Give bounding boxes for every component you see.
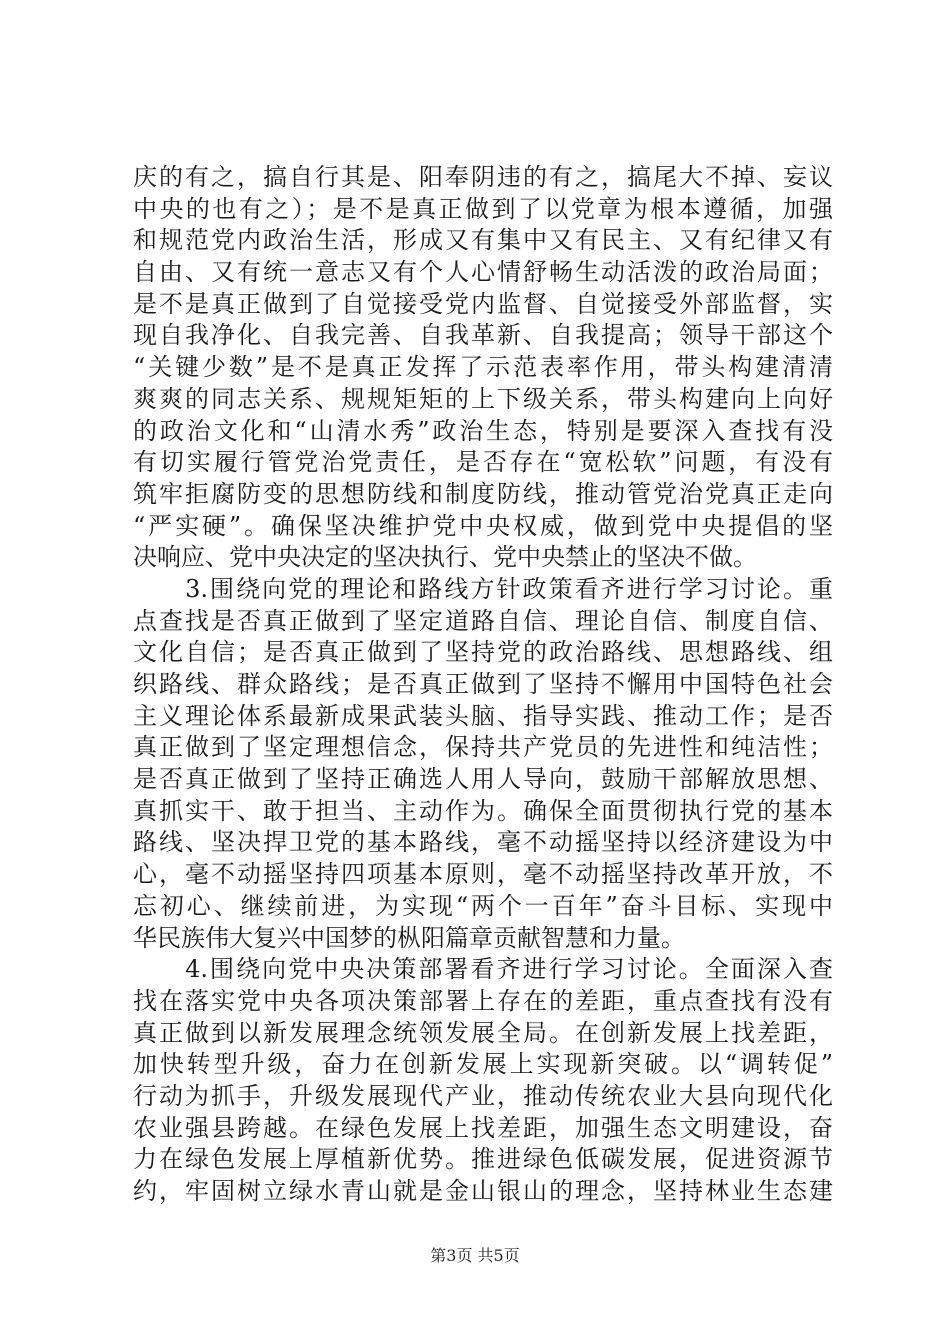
body-text	[133, 162, 833, 1208]
text-line: 中央的也有之）；是不是真正做到了以党章为根本遵循，加强	[133, 194, 833, 223]
text-line: 真正做到以新发展理念统领发展全局。在创新发展上找差距，	[133, 1018, 833, 1047]
text-line: 华民族伟大复兴中国梦的枞阳篇章贡献智慧和力量。	[133, 923, 685, 952]
text-line: 行动为抓手，升级发展现代产业，推动传统农业大县向现代化	[133, 1081, 833, 1110]
text-line: 约，牢固树立绿水青山就是金山银山的理念，坚持林业生态建	[133, 1177, 833, 1205]
text-line: 有切实履行管党治党责任，是否存在“宽松软”问题，有没有	[133, 448, 833, 477]
text-line: 力在绿色发展上厚植新优势。推进绿色低碳发展，促进资源节	[133, 1145, 833, 1174]
text-line: 4.围绕向党中央决策部署看齐进行学习讨论。全面深入查	[133, 955, 833, 984]
text-line: 现自我净化、自我完善、自我革新、自我提高；领导干部这个	[133, 321, 833, 350]
text-line: 文化自信；是否真正做到了坚持党的政治路线、思想路线、组	[133, 638, 833, 667]
text-line: 找在落实党中央各项决策部署上存在的差距，重点查找有没有	[133, 986, 833, 1015]
text-line: 路线、坚决捍卫党的基本路线，毫不动摇坚持以经济建设为中	[133, 828, 833, 857]
text-line: 真正做到了坚定理想信念，保持共产党员的先进性和纯洁性；	[133, 733, 833, 762]
text-line: 织路线、群众路线；是否真正做到了坚持不懈用中国特色社会	[133, 670, 833, 698]
text-line: 和规范党内政治生活，形成又有集中又有民主、又有纪律又有	[133, 226, 833, 255]
text-line: 是否真正做到了坚持正确选人用人导向，鼓励干部解放思想、	[133, 765, 833, 794]
text-line: 点查找是否真正做到了坚定道路自信、理论自信、制度自信、	[133, 606, 833, 635]
text-line: 农业强县跨越。在绿色发展上找差距，加强生态文明建设，奋	[133, 1113, 833, 1142]
text-line: 是不是真正做到了自觉接受党内监督、自觉接受外部监督，实	[133, 289, 833, 318]
text-line: 筑牢拒腐防变的思想防线和制度防线，推动管党治党真正走向	[133, 479, 833, 508]
text-line: 庆的有之，搞自行其是、阳奉阴违的有之，搞尾大不掉、妄议	[133, 163, 833, 191]
page-footer: 第3页 共5页	[430, 1246, 520, 1265]
text-line: 的政治文化和“山清水秀”政治生态，特别是要深入查找有没	[133, 416, 833, 445]
text-line: “严实硬”。确保坚决维护党中央权威，做到党中央提倡的坚	[133, 511, 833, 540]
text-line: 爽爽的同志关系、规规矩矩的上下级关系，带头构建向上向好	[133, 384, 833, 413]
text-line: “关键少数”是不是真正发挥了示范表率作用，带头构建清清	[133, 353, 833, 382]
text-line: 真抓实干、敢于担当、主动作为。确保全面贯彻执行党的基本	[133, 796, 833, 825]
text-line: 加快转型升级，奋力在创新发展上实现新突破。以“调转促”	[133, 1050, 833, 1079]
text-line: 主义理论体系最新成果武装头脑、指导实践、推动工作；是否	[133, 701, 833, 730]
text-line: 决响应、党中央决定的坚决执行、党中央禁止的坚决不做。	[133, 543, 757, 572]
text-line: 心，毫不动摇坚持四项基本原则，毫不动摇坚持改革开放，不	[133, 860, 833, 889]
text-line: 自由、又有统一意志又有个人心情舒畅生动活泼的政治局面；	[133, 258, 833, 287]
text-line: 忘初心、继续前进，为实现“两个一百年”奋斗目标、实现中	[133, 891, 833, 920]
text-line: 3.围绕向党的理论和路线方针政策看齐进行学习讨论。重	[133, 574, 833, 603]
